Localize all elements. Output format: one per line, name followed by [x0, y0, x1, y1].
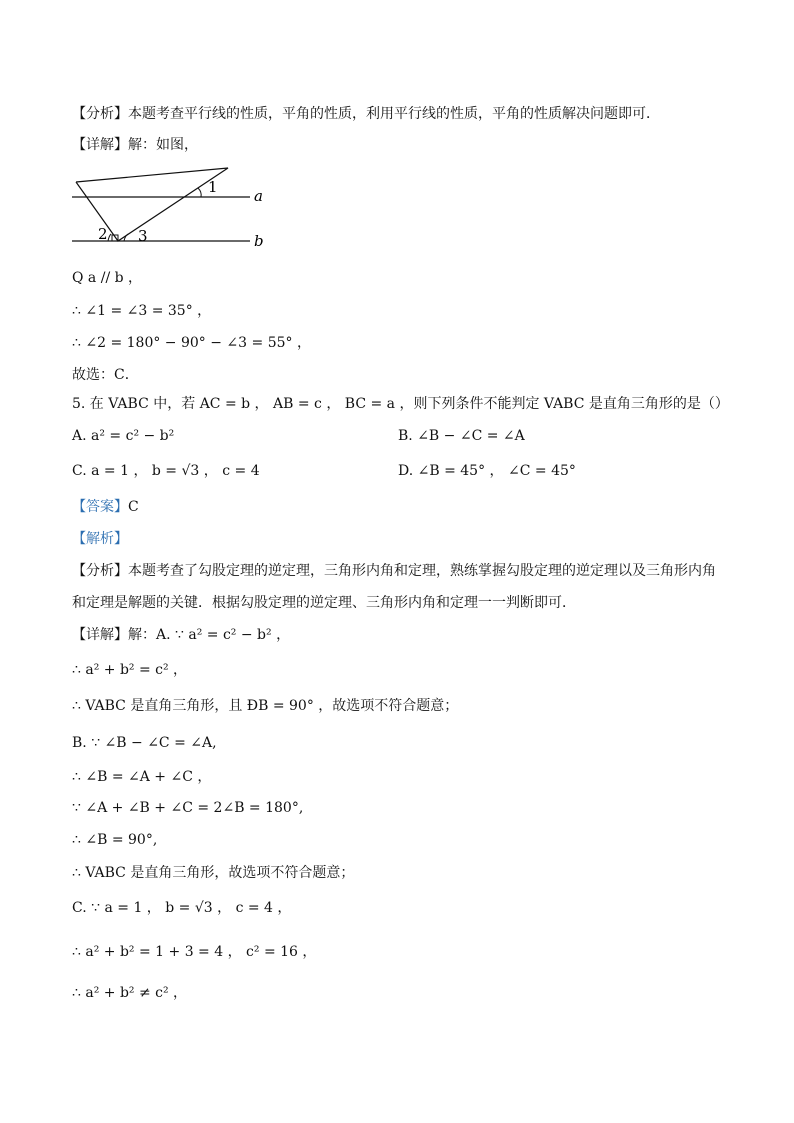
- choice-statement: 故选：C．: [72, 367, 139, 383]
- step-8: C. ∵ a = 1 ， b = √3 ， c = 4 ，: [72, 900, 292, 916]
- label-2: 2: [98, 225, 108, 243]
- angle2-arc: [108, 234, 111, 241]
- option-b: B. ∠B − ∠C = ∠A: [398, 428, 525, 444]
- label-1: 1: [208, 178, 218, 196]
- parallel-statement: Q a // b ，: [72, 270, 143, 286]
- angle-1-3-statement: ∴ ∠1 = ∠3 = 35° ，: [72, 303, 212, 319]
- analysis-line-2: 【分析】本题考查了勾股定理的逆定理，三角形内角和定理，熟练掌握勾股定理的逆定理以及三角形内角: [72, 563, 716, 579]
- step-4: ∴ ∠B = ∠A + ∠C ，: [72, 769, 212, 785]
- question-5: 5. 在 VABC 中，若 AC = b ， AB = c ， BC = a ，则下列条件不能判定 VABC 是直角三角形的是（）: [72, 396, 729, 412]
- analysis-line-3: 和定理是解题的关键．根据勾股定理的逆定理、三角形内角和定理一一判断即可．: [72, 595, 576, 611]
- step-2: ∴ VABC 是直角三角形，且 ÐB = 90° ，故选项不符合题意；: [72, 698, 459, 714]
- label-a: a: [254, 187, 263, 205]
- label-b: b: [254, 232, 264, 250]
- detail-line-2: 【详解】解：A. ∵ a² = c² − b² ，: [72, 627, 291, 643]
- analysis-line-1: 【分析】本题考查平行线的性质，平角的性质，利用平行线的性质，平角的性质解决问题即可．: [72, 106, 660, 122]
- option-c: C. a = 1 ， b = √3 ， c = 4: [72, 463, 260, 479]
- option-d: D. ∠B = 45° ， ∠C = 45°: [398, 463, 576, 479]
- label-3: 3: [138, 227, 148, 245]
- step-10: ∴ a² + b² ≠ c² ，: [72, 985, 188, 1001]
- angle1-arc: [198, 188, 201, 197]
- step-7: ∴ VABC 是直角三角形，故选项不符合题意；: [72, 865, 355, 881]
- step-5: ∵ ∠A + ∠B + ∠C = 2∠B = 180°,: [72, 800, 304, 816]
- option-a: A. a² = c² − b²: [72, 428, 175, 444]
- step-9: ∴ a² + b² = 1 + 3 = 4 ， c² = 16 ，: [72, 944, 317, 960]
- step-3: B. ∵ ∠B − ∠C = ∠A,: [72, 735, 217, 751]
- step-6: ∴ ∠B = 90°,: [72, 832, 158, 848]
- step-1: ∴ a² + b² = c² ，: [72, 662, 188, 678]
- jiexi-heading: 【解析】: [72, 531, 128, 547]
- detail-line-1: 【详解】解：如图，: [72, 137, 198, 153]
- answer-line: 【答案】C: [72, 499, 139, 515]
- parallel-lines-figure: [68, 162, 278, 252]
- angle-2-statement: ∴ ∠2 = 180° − 90° − ∠3 = 55° ，: [72, 335, 311, 351]
